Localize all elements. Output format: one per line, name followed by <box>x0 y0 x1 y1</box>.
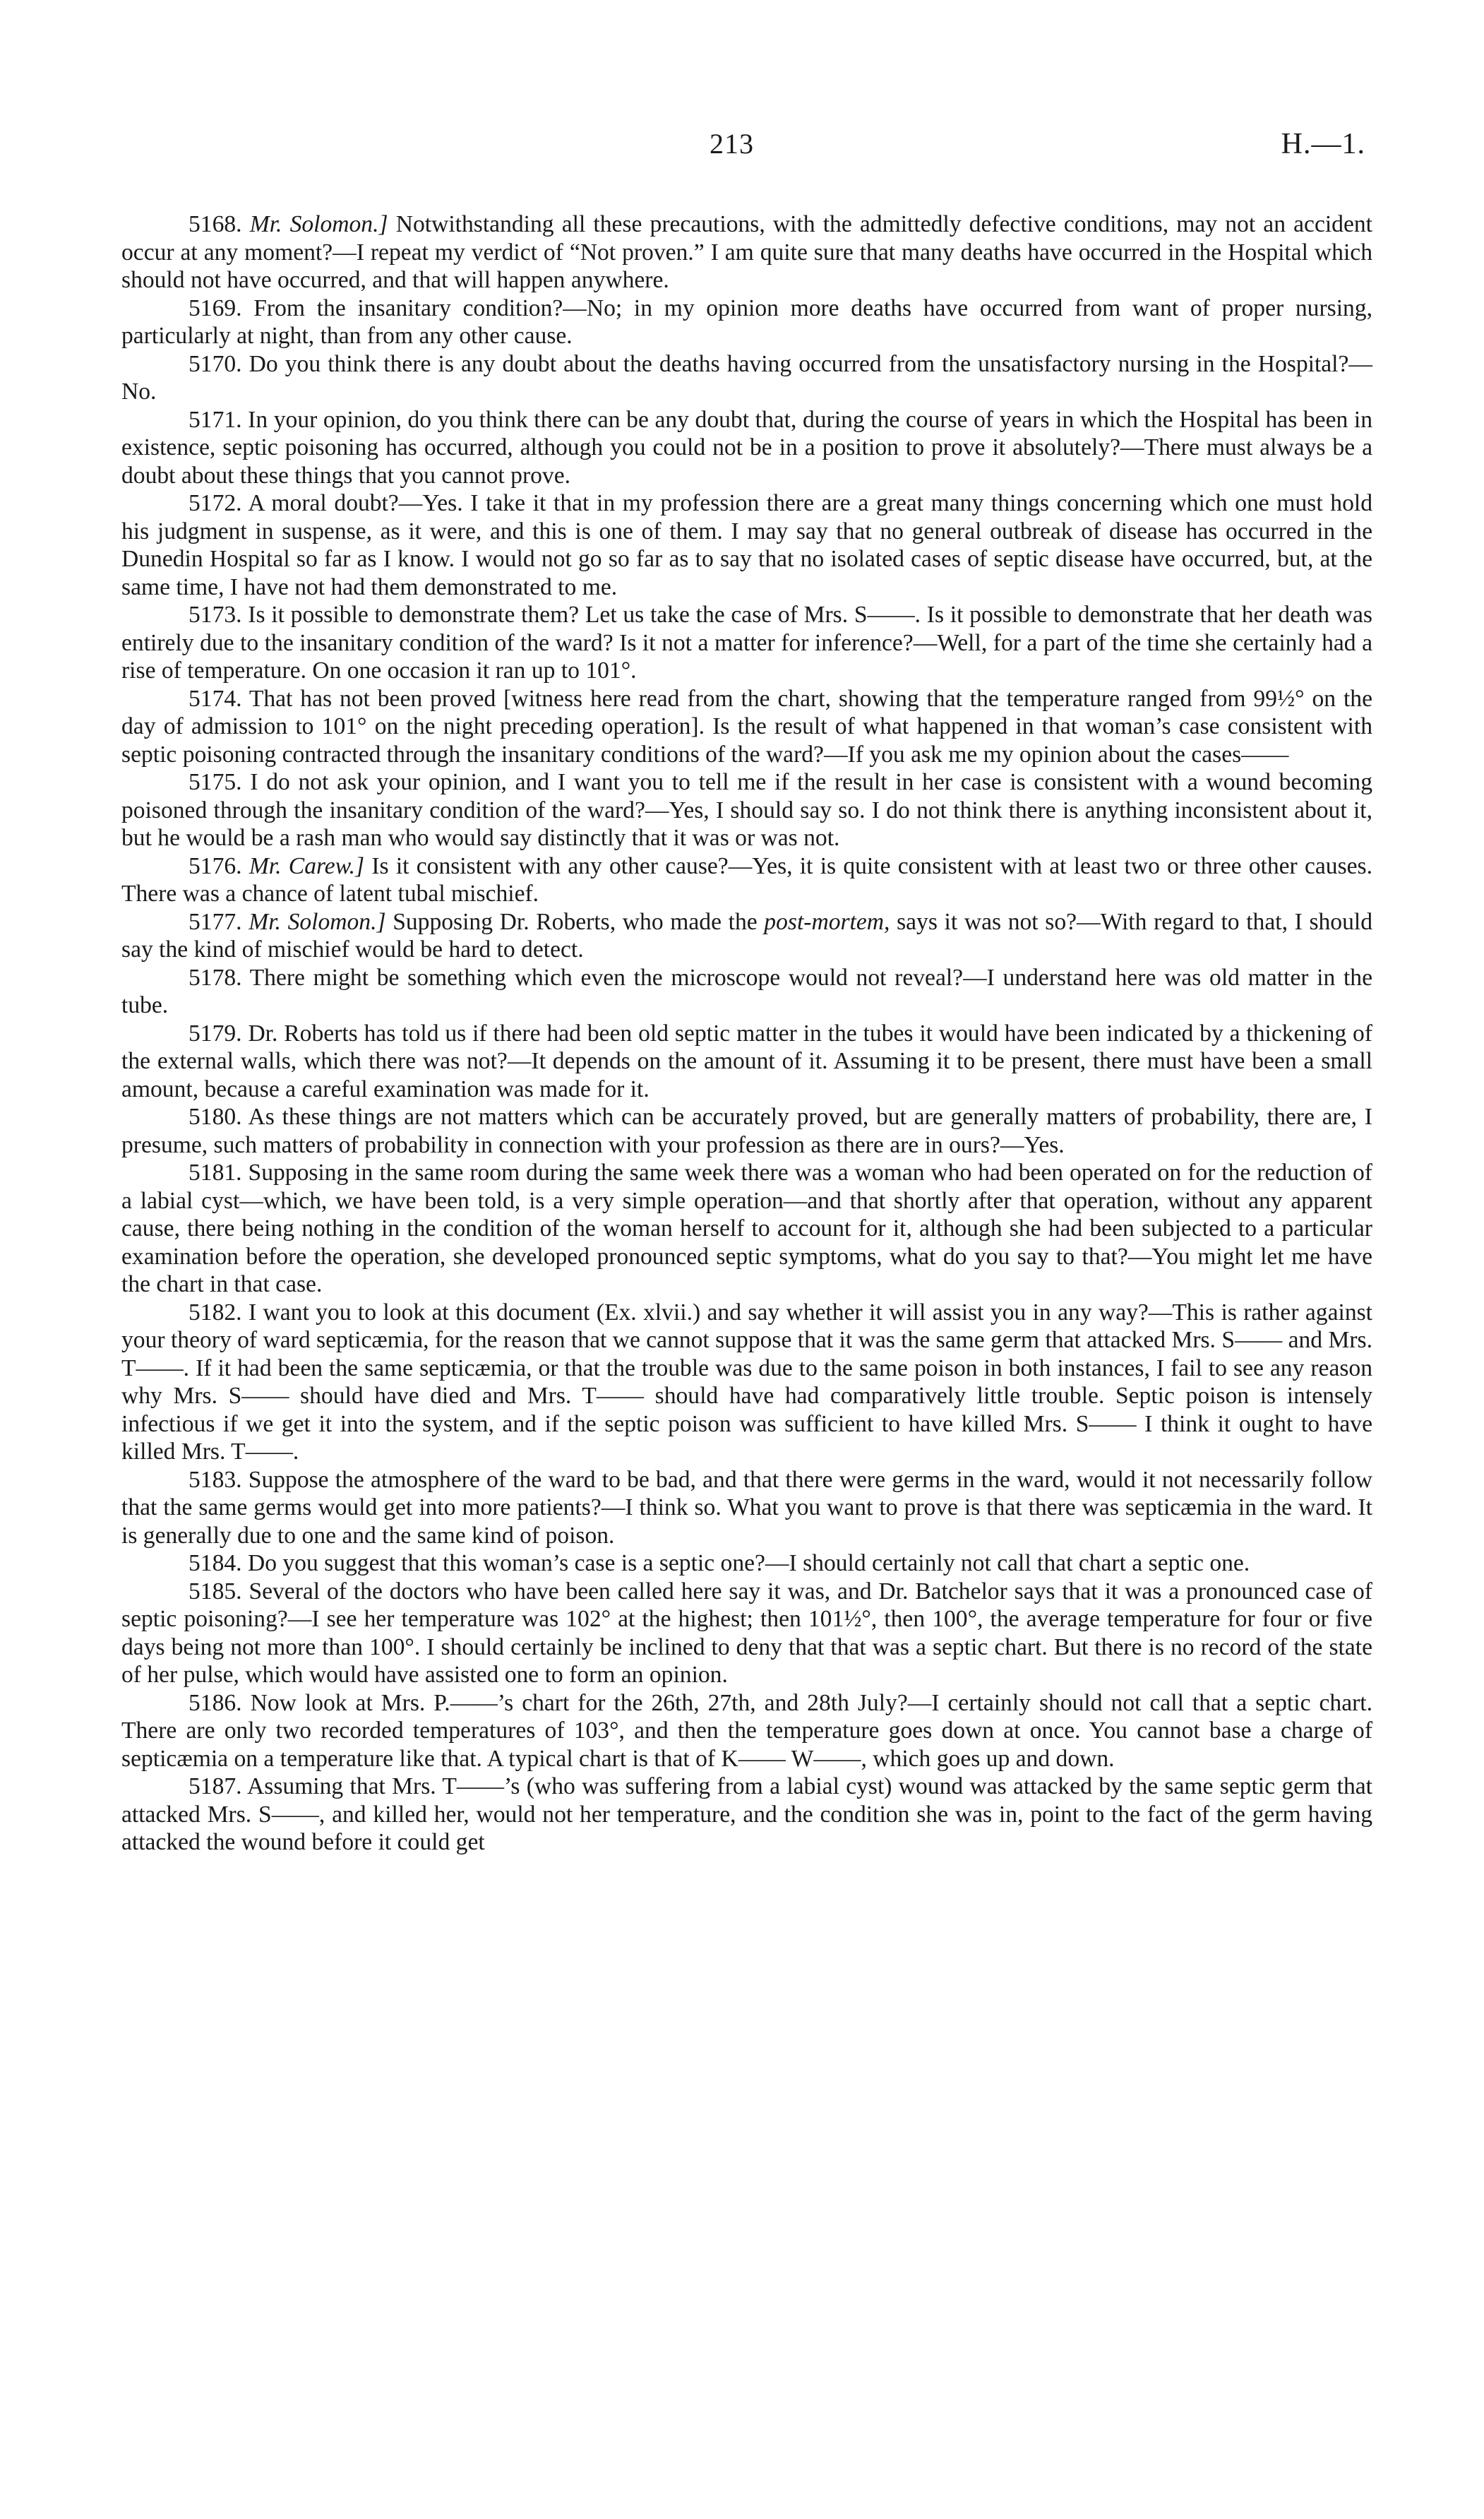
paragraph-5183 <box>121 1466 1372 1550</box>
paragraph-number: 5175. <box>189 769 242 795</box>
paragraph-text: In your opinion, do you think there can be any doubt that, during the course of years in which the Hospital has been in existence, septic poisoning has occurred, although you could not be in a position to prove it absolutely?—There must always be a doubt about these things that you cannot prove. <box>121 406 1372 489</box>
report-code: H.—1. <box>1281 128 1365 160</box>
paragraph-number: 5176. <box>189 852 242 879</box>
paragraph-text: Do you think there is any doubt about the deaths having occurred from the unsatisfactory nursing in the Hospital?—No. <box>121 350 1372 405</box>
paragraph-5178 <box>121 964 1372 1020</box>
paragraph-number: 5183. <box>189 1466 242 1493</box>
paragraph-text: A moral doubt?—Yes. I take it that in my profession there are a great many things concerning which one must hold his judgment in suspense, as it were, and this is one of them. I may say that no general outbreak of disease has occurred in the Dunedin Hospital so far as I know. I would not go so far as to say that no isolated cases of septic disease have occurred, but, at the same time, I have not had them demonstrated to me. <box>121 490 1372 600</box>
paragraph-5170 <box>121 350 1372 406</box>
paragraph-number: 5180. <box>189 1104 242 1130</box>
paragraph-5179 <box>121 1020 1372 1104</box>
paragraph-number: 5184. <box>189 1550 242 1576</box>
paragraph-text: That has not been proved [witness here read from the chart, showing that the temperature ranged from 99½° on the day of admission to 101° on the night preceding operation]. Is the result of what happened in that woman’s case consistent with septic poisoning contracted through the insanitary conditions of the ward?—If you ask me my opinion about the cases—— <box>121 685 1372 768</box>
paragraph-5181 <box>121 1159 1372 1299</box>
paragraph-number: 5182. <box>189 1299 242 1326</box>
paragraph-5172 <box>121 489 1372 601</box>
paragraph-number: 5171. <box>189 406 242 433</box>
paragraph-number: 5172. <box>189 490 242 516</box>
page-body <box>121 210 1372 1857</box>
paragraph-text: There might be something which even the microscope would not reveal?—I understand here was old matter in the tube. <box>121 964 1372 1018</box>
paragraph-number: 5177. <box>189 908 242 935</box>
paragraph-number: 5185. <box>189 1578 242 1604</box>
paragraph-number: 5173. <box>189 602 242 628</box>
paragraph-number: 5169. <box>189 294 242 321</box>
paragraph-5173 <box>121 601 1372 685</box>
paragraph-text: I do not ask your opinion, and I want you to tell me if the result in her case is consistent with a wound becoming poisoned through the insanitary condition of the ward?—Yes, I should say so. I do not think there is anything inconsistent about it, but he would be a rash man who would say distinctly that it was or was not. <box>121 769 1372 851</box>
paragraph-5184 <box>121 1549 1372 1578</box>
paragraph-number: 5168. <box>189 211 242 237</box>
paragraph-text: Now look at Mrs. P.——’s chart for the 26th, 27th, and 28th July?—I certainly should not call that a septic chart. There are only two recorded temperatures of 103°, and then the temperature goes down at once. You cannot base a charge of septicæmia on a temperature like that. A typical chart is that of K—— W——, which goes up and down. <box>121 1689 1372 1772</box>
paragraph-number: 5178. <box>189 964 242 991</box>
paragraph-text: As these things are not matters which can be accurately proved, but are generally matters of probability, there are, I presume, such matters of probability in connection with your profession as there are in ours?—Yes. <box>121 1104 1372 1158</box>
paragraph-text: Suppose the atmosphere of the ward to be bad, and that there were germs in the ward, would it not necessarily follow that the same germs would get into more patients?—I think so. What you want to prove is that there was septicæmia in the ward. It is generally due to one and the same kind of poison. <box>121 1466 1372 1549</box>
paragraph-number: 5174. <box>189 685 242 712</box>
paragraph-text: Assuming that Mrs. T——’s (who was suffering from a labial cyst) wound was attacked by the same septic germ that attacked Mrs. S——, and killed her, would not her temperature, and the condition she was in, point to the fact of the germ having attacked the wound before it could get <box>121 1773 1372 1855</box>
paragraph-5186 <box>121 1689 1372 1773</box>
speaker-label: Mr. Carew.] <box>249 852 365 879</box>
paragraph-5180 <box>121 1103 1372 1159</box>
paragraph-text: Is it possible to demonstrate them? Let us take the case of Mrs. S——. Is it possible to demonstrate that her death was entirely due to the insanitary condition of the ward? Is it not a matter for inference?—Well, for a part of the time she certainly had a rise of temperature. On one occasion it ran up to 101°. <box>121 602 1372 684</box>
paragraph-5176 <box>121 852 1372 908</box>
paragraph-number: 5186. <box>189 1689 242 1716</box>
paragraph-5185 <box>121 1578 1372 1689</box>
paragraph-5177 <box>121 908 1372 964</box>
paragraph-5175 <box>121 768 1372 852</box>
paragraph-text: Do you suggest that this woman’s case is a septic one?—I should certainly not call that chart a septic one. <box>241 1550 1250 1576</box>
paragraph-text: I want you to look at this document (Ex. xlvii.) and say whether it will assist you in any way?—This is rather against your theory of ward septicæmia, for the reason that we cannot suppose that it was the same germ that attacked Mrs. S—— and Mrs. T——. If it had been the same septicæmia, or that the trouble was due to the same poison in both instances, I fail to see any reason why Mrs. S—— should have died and Mrs. T—— should have had comparatively little trouble. Septic poison is intensely infectious if we get it into the system, and if the septic poison was sufficient to have killed Mrs. S—— I think it ought to have killed Mrs. T——. <box>121 1299 1372 1465</box>
paragraph-5168 <box>121 210 1372 294</box>
speaker-label: Mr. Solomon.] <box>249 211 388 237</box>
paragraph-text: says it was not so?—With regard to that, I should say the kind of mischief would be hard to detect. <box>121 908 1372 963</box>
paragraph-5187 <box>121 1773 1372 1857</box>
paragraph-text: From the insanitary condition?—No; in my opinion more deaths have occurred from want of proper nursing, particularly at night, than from any other cause. <box>121 294 1372 349</box>
paragraph-text-lead: Supposing Dr. Roberts, who made the <box>385 908 765 935</box>
page-header <box>0 127 1484 177</box>
paragraph-text: Supposing in the same room during the same week there was a woman who had been operated on for the reduction of a labial cyst—which, we have been told, is a very simple operation—and that shortly after that operation, without any apparent cause, there being nothing in the condition of the woman herself to account for it, although she had been subjected to a particular examination before the operation, she developed pronounced septic symptoms, what do you say to that?—You might let me have the chart in that case. <box>121 1160 1372 1297</box>
paragraph-5174 <box>121 685 1372 769</box>
paragraph-number: 5170. <box>189 350 242 377</box>
paragraph-5171 <box>121 406 1372 490</box>
speaker-label: Mr. Solomon.] <box>249 908 386 935</box>
italic-term: post-mortem, <box>764 908 890 935</box>
paragraph-text: Is it consistent with any other cause?—Yes, it is quite consistent with at least two or three other causes. There was a chance of latent tubal mischief. <box>121 852 1372 907</box>
paragraph-text: Notwithstanding all these precautions, with the admittedly defective conditions, may not an accident occur at any moment?—I repeat my verdict of “Not proven.” I am quite sure that many deaths have occurred in the Hospital which should not have occurred, and that will happen anywhere. <box>121 211 1372 293</box>
paragraph-text: Dr. Roberts has told us if there had been old septic matter in the tubes it would have been indicated by a thickening of the external walls, which there was not?—It depends on the amount of it. Assuming it to be present, there must have been a small amount, because a careful examination was made for it. <box>121 1020 1372 1102</box>
paragraph-text: Several of the doctors who have been called here say it was, and Dr. Batchelor says that it was a pronounced case of septic poisoning?—I see her temperature was 102° at the highest; then 101½°, then 100°, the average temperature for four or five days being not more than 100°. I should certainly be inclined to deny that that was a septic chart. But there is no record of the state of her pulse, which would have assisted one to form an opinion. <box>121 1578 1372 1688</box>
page-number: 213 <box>710 128 754 160</box>
paragraph-5169 <box>121 294 1372 350</box>
paragraph-number: 5187. <box>189 1773 242 1799</box>
paragraph-5182 <box>121 1299 1372 1466</box>
paragraph-number: 5181. <box>189 1160 242 1186</box>
paragraph-number: 5179. <box>189 1020 242 1047</box>
